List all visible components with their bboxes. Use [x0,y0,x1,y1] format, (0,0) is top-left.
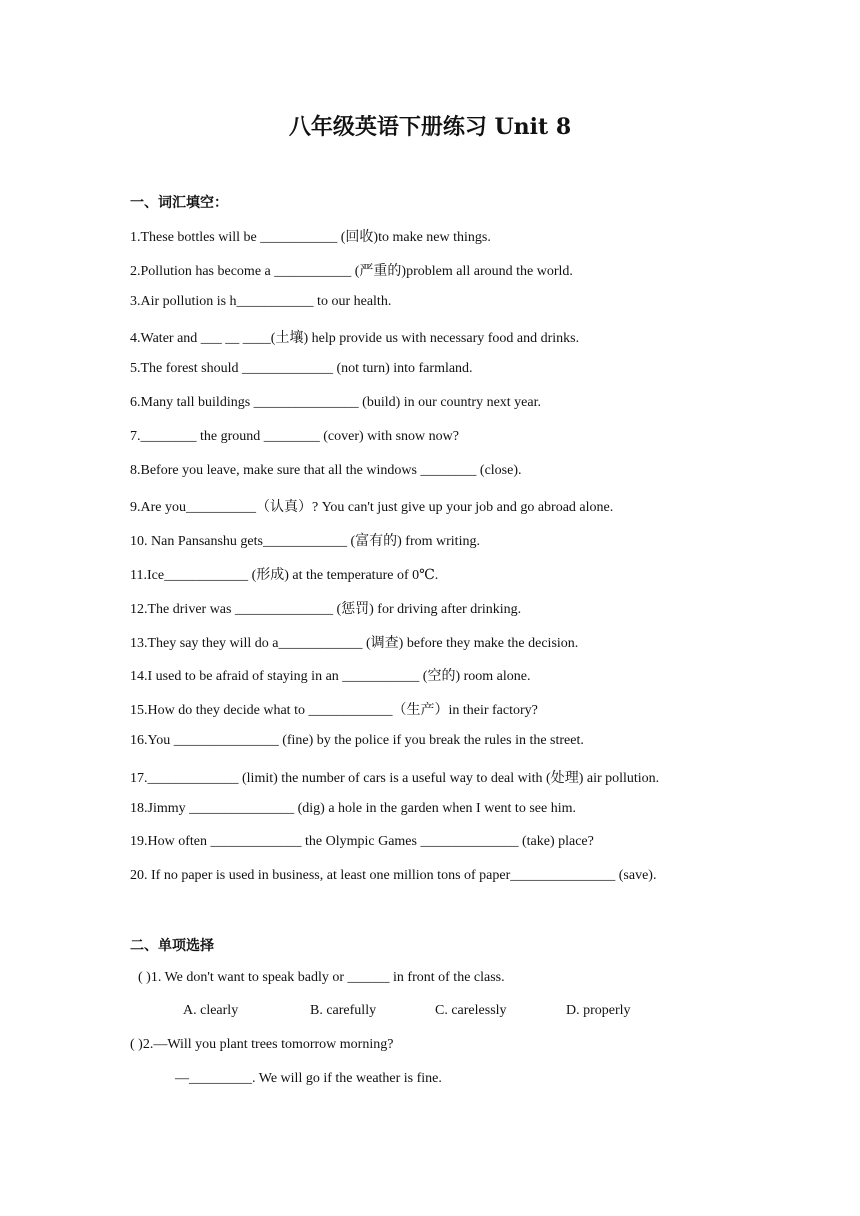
question-4: 4.Water and ___ __ ____(土壤) help provide us with necessary food and drinks. [130,331,580,346]
question-18: 18.Jimmy _______________ (dig) a hole in the garden when I went to see him. [130,801,576,816]
section-heading-vocabulary: 一、词汇填空： [130,195,228,211]
question-16: 16.You _______________ (fine) by the police if you break the rules in the street. [130,733,584,748]
option-b: B. carefully [310,1003,377,1018]
question-9: 9.Are you__________（认真）? You can't just give up your job and go abroad alone. [130,500,614,515]
question-3: 3.Air pollution is h___________ to our health. [130,294,392,309]
question-13: 13.They say they will do a____________ (调查) before they make the decision. [130,636,579,651]
question-20: 20. If no paper is used in business, at least one million tons of paper_______________ (save). [130,868,657,883]
option-c: C. carelessly [435,1003,507,1018]
choice-question-2-answer: —_________. We will go if the weather is fine. [175,1071,442,1086]
question-5: 5.The forest should _____________ (not turn) into farmland. [130,361,473,376]
question-17: 17._____________ (limit) the number of cars is a useful way to deal with (处理) air pollution. [130,771,660,786]
choice-question-1: ( )1. We don't want to speak badly or ______ in front of the class. [138,970,505,985]
question-12: 12.The driver was ______________ (惩罚) for driving after drinking. [130,602,522,617]
document-title: 八年级英语下册练习 Unit 8 [288,114,572,140]
question-15: 15.How do they decide what to ____________（生产）in their factory? [130,703,538,718]
question-1: 1.These bottles will be ___________ (回收)to make new things. [130,230,491,245]
question-6: 6.Many tall buildings _______________ (build) in our country next year. [130,395,542,410]
question-2: 2.Pollution has become a ___________ (严重的)problem all around the world. [130,264,573,279]
question-11: 11.Ice____________ (形成) at the temperature of 0℃. [130,568,439,583]
question-19: 19.How often _____________ the Olympic Games ______________ (take) place? [130,834,594,849]
question-8: 8.Before you leave, make sure that all the windows ________ (close). [130,463,522,478]
option-d: D. properly [566,1003,631,1018]
section-heading-multiple-choice: 二、单项选择 [130,938,214,954]
question-7: 7.________ the ground ________ (cover) with snow now? [130,429,459,444]
question-14: 14.I used to be afraid of staying in an ___________ (空的) room alone. [130,669,531,684]
option-a: A. clearly [183,1003,239,1018]
question-10: 10. Nan Pansanshu gets____________ (富有的) from writing. [130,534,480,549]
choice-question-2: ( )2.—Will you plant trees tomorrow morning? [130,1037,394,1052]
